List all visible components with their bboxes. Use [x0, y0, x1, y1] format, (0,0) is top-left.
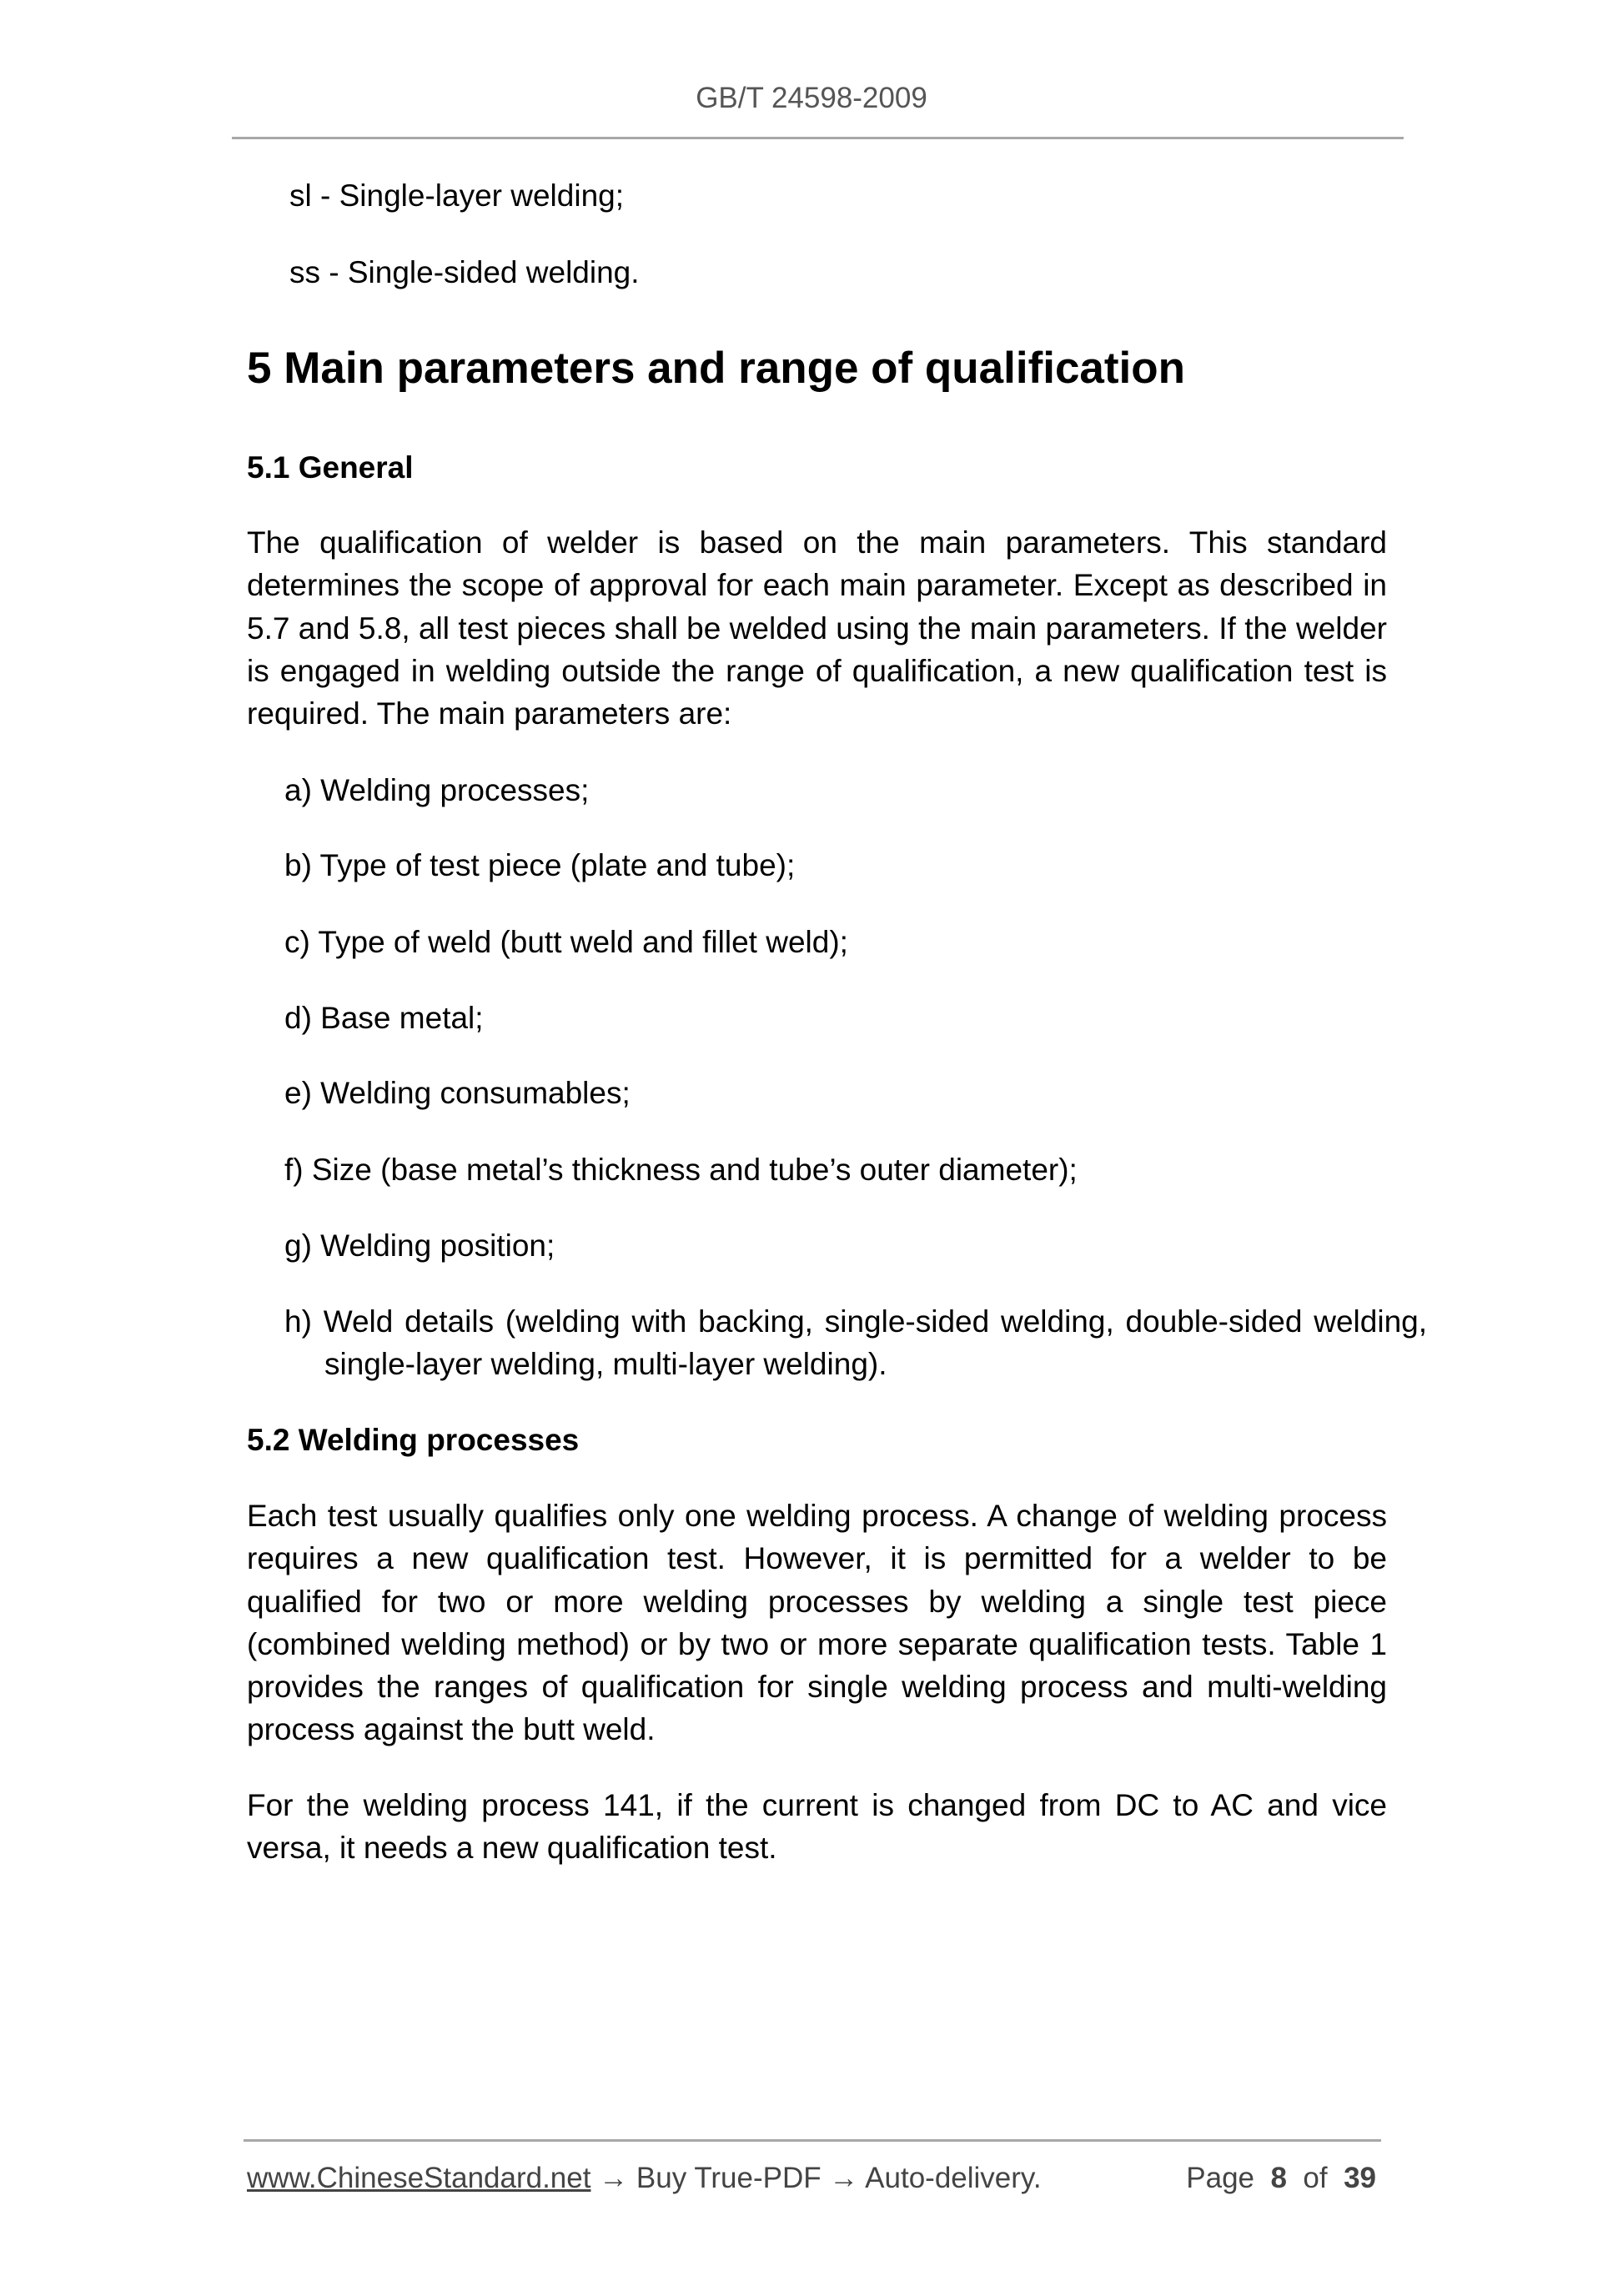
footer	[247, 2159, 1381, 2198]
page-current: 8	[1270, 2162, 1287, 2194]
list-item: d) Base metal;	[284, 1001, 484, 1035]
abbreviation-sl: sl - Single-layer welding;	[289, 178, 625, 213]
footer-promo: → Buy True-PDF → Auto-delivery.	[590, 2162, 1042, 2194]
section-5-2-heading: 5.2 Welding processes	[247, 1423, 580, 1457]
section-5-2-paragraph-1: Each test usually qualifies only one welding process. A change of welding process requires a new qualification test. However, it is permitted for a welder to be qualified for two or more welding processes by welding a single test piece (combined welding method) or by two or more separate qualification tests. Table 1 provides the ranges of qualification for single welding process and multi-welding process against the butt weld.	[247, 1499, 1387, 1747]
list-item: f) Size (base metal’s thickness and tube’s outer diameter);	[284, 1153, 1078, 1187]
section-5-heading: 5 Main parameters and range of qualification	[247, 344, 1186, 393]
abbreviation-ss: ss - Single-sided welding.	[289, 255, 640, 289]
page-of-label: of	[1303, 2162, 1328, 2194]
header-divider	[232, 137, 1404, 139]
list-item: g) Welding position;	[284, 1228, 555, 1263]
section-5-2-paragraph-2: For the welding process 141, if the current is changed from DC to AC and vice versa, it needs a new qualification test.	[247, 1788, 1387, 1866]
document-id-header: GB/T 24598-2009	[696, 82, 927, 114]
footer-divider	[244, 2139, 1381, 2142]
list-item: e) Welding consumables;	[284, 1076, 631, 1110]
page-total: 39	[1344, 2162, 1376, 2194]
website-link[interactable]: www.ChineseStandard.net	[247, 2162, 591, 2194]
section-5-1-paragraph: The qualification of welder is based on the main parameters. This standard determines the scope of approval for each main parameter. Except as described in 5.7 and 5.8, all test pieces shall be welded using the main parameters. If the welder is engaged in welding outside the range of qualification, a new qualification test is required. The main parameters are:	[247, 525, 1387, 731]
section-5-1-heading: 5.1 General	[247, 450, 414, 485]
page-indicator	[1186, 2159, 1376, 2198]
list-item: a) Welding processes;	[284, 773, 590, 807]
page-label: Page	[1186, 2162, 1255, 2194]
list-item: c) Type of weld (butt weld and fillet weld);	[284, 925, 848, 959]
list-item: b) Type of test piece (plate and tube);	[284, 848, 796, 882]
list-item: h) Weld details (welding with backing, single-sided welding, double-sided welding, single-layer welding, multi-layer welding).	[284, 1304, 1427, 1382]
